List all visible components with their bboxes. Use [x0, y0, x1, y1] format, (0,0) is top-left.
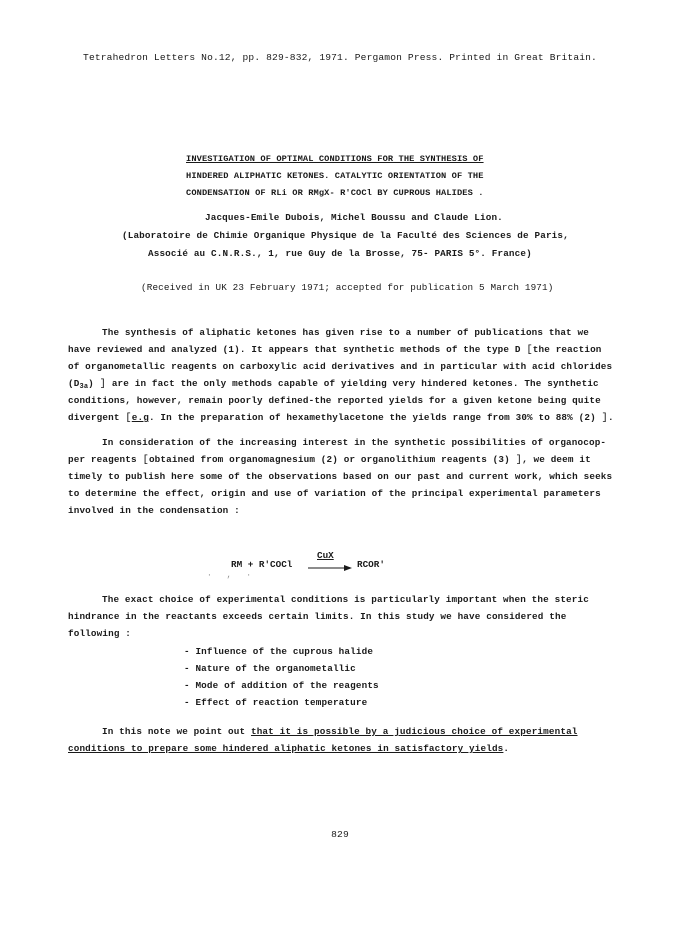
subscript: 3a: [79, 383, 89, 391]
eg-abbrev: e.g: [131, 412, 149, 423]
p1-text: ): [88, 378, 100, 389]
p4-underlined: that it is possible by a judicious choice of experimental: [250, 726, 578, 737]
p2-line-2: [68, 454, 591, 466]
title-line-1: INVESTIGATION OF OPTIMAL CONDITIONS FOR THE SYNTHESIS OF: [186, 154, 484, 164]
p1-text: divergent: [68, 412, 126, 423]
page-number: 829: [331, 829, 349, 840]
p1-line-5: conditions, however, remain poorly defined-the reported yields for a given ketone being quite: [68, 395, 601, 406]
p1-line-2: [68, 344, 602, 356]
p1-text: .: [607, 412, 614, 423]
reaction-scheme: [0, 550, 680, 580]
affiliation-line-1: (Laboratoire de Chimie Organique Physique de la Faculté des Sciences de Paris,: [122, 230, 569, 241]
p1-line-4: [68, 378, 599, 391]
list-item: - Nature of the organometallic: [184, 663, 356, 674]
bracket-open: [: [526, 344, 533, 356]
authors: Jacques-Emile Dubois, Michel Boussu and Claude Lion.: [205, 212, 503, 223]
p1-text: . In the preparation of hexamethylacetone the yields range from 30% to 88% (2): [148, 412, 602, 423]
p2-text: , we deem it: [522, 454, 591, 465]
title-line-3: CONDENSATION OF RLi OR RMgX- R'COCl BY CUPROUS HALIDES .: [186, 188, 484, 198]
received-dates: (Received in UK 23 February 1971; accepted for publication 5 March 1971): [141, 282, 554, 293]
list-item: - Effect of reaction temperature: [184, 697, 368, 708]
p2-line-4: to determine the effect, origin and use of variation of the principal experimental parameters: [68, 488, 601, 499]
journal-header: Tetrahedron Letters No.12, pp. 829-832, 1971. Pergamon Press. Printed in Great Britain.: [83, 52, 597, 63]
p2-line-5: involved in the condensation :: [68, 505, 240, 516]
p4-line-1: [102, 726, 578, 737]
bracket-close: ]: [99, 378, 107, 390]
p4-line-2: [68, 743, 509, 754]
affiliation-line-2: Associé au C.N.R.S., 1, rue Guy de la Brosse, 75- PARIS 5°. France): [148, 248, 532, 259]
p2-text: per reagents: [68, 454, 143, 465]
p4-underlined: conditions to prepare some hindered aliphatic ketones in satisfactory yields: [68, 743, 504, 754]
p1-line-3: of organometallic reagents on carboxylic acid derivatives and in particular with acid chlorides: [68, 361, 613, 372]
bracket-open: [: [142, 454, 149, 466]
reaction-catalyst: CuX: [317, 550, 334, 561]
reaction-reactants: RM + R'COCl: [231, 559, 293, 570]
p3-line-1: The exact choice of experimental conditions is particularly important when the steric: [102, 594, 589, 605]
p1-text: the reaction: [532, 344, 602, 355]
p2-text: obtained from organomagnesium (2) or organolithium reagents (3): [148, 454, 516, 465]
bracket-close: ]: [601, 412, 608, 424]
p3-line-3: following :: [68, 628, 132, 639]
p4-text: In this note we point out: [102, 726, 251, 737]
p1-text: (D: [68, 378, 80, 389]
bracket-close: ]: [515, 454, 523, 466]
p2-line-1: In consideration of the increasing interest in the synthetic possibilities of organocop-: [102, 437, 607, 448]
p3-line-2: hindrance in the reactants exceeds certain limits. In this study we have considered the: [68, 611, 567, 622]
list-item: - Mode of addition of the reagents: [184, 680, 379, 691]
p1-text: have reviewed and analyzed (1). It appears that synthetic methods of the type D: [68, 344, 527, 355]
reaction-arrow-icon: [308, 565, 352, 571]
p1-line-1: The synthesis of aliphatic ketones has given rise to a number of publications that we: [102, 327, 589, 338]
p4-text: .: [503, 743, 510, 754]
decorative-dots: · , ·: [207, 571, 257, 580]
p2-line-3: timely to publish here some of the observations based on our past and current work, which seeks: [68, 471, 613, 482]
bracket-open: [: [125, 412, 132, 424]
p1-text: are in fact the only methods capable of yielding very hindered ketones. The synthetic: [106, 378, 599, 389]
title-line-2: HINDERED ALIPHATIC KETONES. CATALYTIC ORIENTATION OF THE: [186, 171, 484, 181]
list-item: - Influence of the cuprous halide: [184, 646, 374, 657]
reaction-product: RCOR': [357, 559, 385, 570]
p1-line-6: [68, 412, 614, 424]
